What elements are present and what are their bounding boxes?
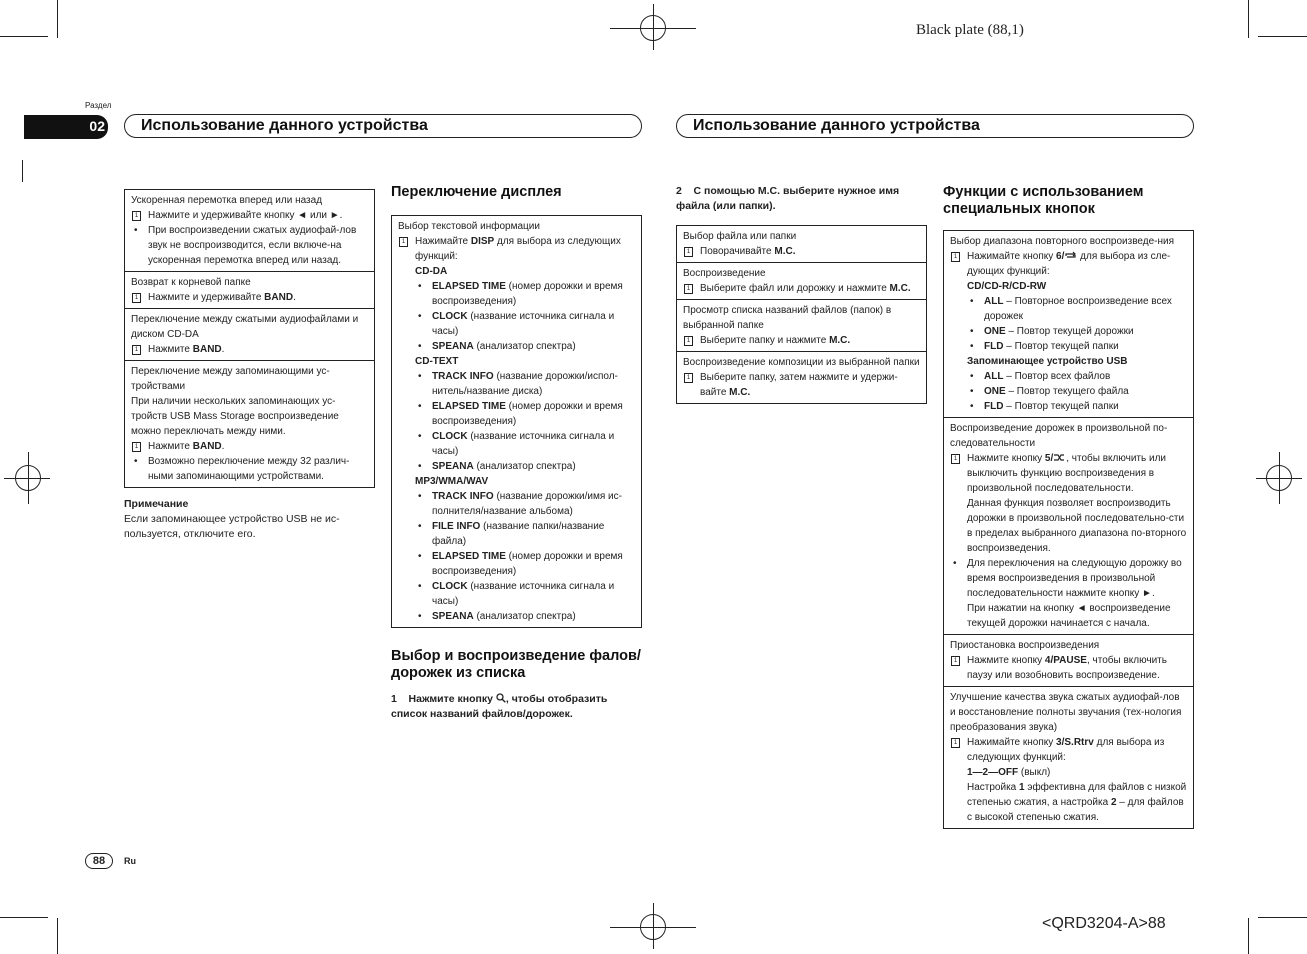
step-item: 1 Выберите папку и нажмите M.C. <box>683 333 920 348</box>
table-cell <box>392 216 641 627</box>
crop-mark <box>57 0 58 38</box>
info-table-mc <box>676 225 927 404</box>
info-table-display <box>391 215 642 628</box>
bullet-item: • Возможно переключение между 32 различ-ными запоминающими устройствами. <box>131 454 368 484</box>
crop-mark <box>22 160 23 182</box>
section-number: 02 <box>89 118 105 134</box>
step-item: 1 Нажмите BAND. <box>131 439 368 454</box>
cell-title: Улучшение качества звука сжатых аудиофай-лов и восстановление полноты звучания (тех-нология преобразования звука) <box>950 692 1182 733</box>
function-groups <box>398 264 635 624</box>
group-heading: CD/CD-R/CD-RW <box>967 281 1047 292</box>
step-item: 1 Нажмите и удерживайте BAND. <box>131 290 368 305</box>
table-cell <box>125 190 374 272</box>
list-item: • ELAPSED TIME (номер дорожки и время воспроизведения) <box>398 399 635 429</box>
list-item: • CLOCK (название источника сигнала и часы) <box>398 579 635 609</box>
cell-title: Возврат к корневой папке <box>131 277 251 288</box>
note-title: Примечание <box>124 498 189 510</box>
table-cell-srtrv <box>944 687 1193 828</box>
heading-special-buttons: Функции с использованием специальных кнопок <box>943 184 1144 217</box>
group-heading: CD-TEXT <box>415 356 459 367</box>
step-item: 1 Нажимайте кнопку 3/S.Rtrv для выбора из следующих функций: <box>950 735 1187 765</box>
group-heading: Запоминающее устройство USB <box>967 356 1128 367</box>
list-item: • SPEANA (анализатор спектра) <box>398 459 635 474</box>
info-table-buttons <box>943 230 1194 829</box>
cell-title: Воспроизведение дорожек в произвольной по-следовательности <box>950 423 1168 449</box>
table-cell <box>677 352 926 403</box>
column-2 <box>391 184 642 722</box>
srtrv-options: 1—2—OFF (выкл) <box>967 767 1051 778</box>
header-left: Использование данного устройства <box>124 114 642 138</box>
list-item: • ELAPSED TIME (номер дорожки и время воспроизведения) <box>398 279 635 309</box>
note-text: Если запоминающее устройство USB не ис-пользуется, отключите его. <box>124 513 340 540</box>
section-label: Раздел <box>85 101 112 110</box>
cell-title: Выбор файла или папки <box>683 231 797 242</box>
list-item: • SPEANA (анализатор спектра) <box>398 609 635 624</box>
info-table-1 <box>124 189 375 488</box>
list-item: • ELAPSED TIME (номер дорожки и время воспроизведения) <box>398 549 635 579</box>
step-2: 2 С помощью M.C. выберите нужное имя файла (или папки). <box>676 185 900 212</box>
crop-mark <box>1258 36 1307 37</box>
cell-title: Переключение между сжатыми аудиофайлами и диском CD-DA <box>131 314 359 340</box>
step-extra: Данная функция позволяет воспроизводить дорожки в произвольной последовательно-сти в пределах выбранного диапазона по-вторного воспроизведения. <box>967 498 1187 554</box>
cell-title: Воспроизведение <box>683 268 766 279</box>
cell-title: Ускоренная перемотка вперед или назад <box>131 195 323 206</box>
step-item: 1 Выберите файл или дорожку и нажмите M.C. <box>683 281 920 296</box>
table-cell-repeat <box>944 231 1193 418</box>
page-number: 88 <box>85 853 113 869</box>
step-item: 1 Нажимайте DISP для выбора из следующих функций: <box>398 234 635 264</box>
cell-title: Воспроизведение композиции из выбранной папки <box>683 357 920 368</box>
list-item: • TRACK INFO (название дорожки/имя ис-полнителя/название альбома) <box>398 489 635 519</box>
step-1: 1 Нажмите кнопку , чтобы отобразить список названий файлов/дорожек. <box>391 693 608 720</box>
table-cell <box>125 361 374 487</box>
crop-mark <box>57 918 58 954</box>
shuffle-icon <box>1053 453 1066 462</box>
list-item: • CLOCK (название источника сигнала и часы) <box>398 429 635 459</box>
step-item: 1 Нажмите и удерживайте кнопку ◄ или ►. <box>131 208 368 223</box>
list-item: • ONE – Повтор текущего файла <box>950 384 1187 399</box>
table-cell <box>677 226 926 263</box>
step-item: 1 Нажмите кнопку 4/PAUSE, чтобы включить паузу или возобновить воспроизведение. <box>950 653 1187 683</box>
footer-code: <QRD3204-A>88 <box>1042 915 1166 932</box>
group-heading: MP3/WMA/WAV <box>415 476 489 487</box>
search-icon <box>496 693 506 703</box>
header-right: Использование данного устройства <box>676 114 1194 138</box>
crop-mark <box>0 36 48 37</box>
cell-title: Приостановка воспроизведения <box>950 640 1100 651</box>
list-item: • FLD – Повтор текущей папки <box>950 339 1187 354</box>
list-item: • ALL – Повторное воспроизведение всех дорожек <box>950 294 1187 324</box>
heading-select-play: Выбор и воспроизведение фалов/дорожек из списка <box>391 648 641 681</box>
repeat-icon <box>1064 251 1077 260</box>
list-item: • FLD – Повтор текущей папки <box>950 399 1187 414</box>
crop-mark <box>1248 0 1249 38</box>
bullet-item: • При воспроизведении сжатых аудиофай-лов звук не воспроизводится, если включе-на ускоренная перемотка вперед или назад. <box>131 223 368 268</box>
list-item: • FILE INFO (название папки/название файла) <box>398 519 635 549</box>
list-item: • TRACK INFO (название дорожки/испол-нитель/название диска) <box>398 369 635 399</box>
heading-display-switch: Переключение дисплея <box>391 184 562 200</box>
list-item: • CLOCK (название источника сигнала и часы) <box>398 309 635 339</box>
cell-title: Просмотр списка названий файлов (папок) в выбранной папке <box>683 305 892 331</box>
section-number-badge <box>24 115 108 139</box>
table-cell-random <box>944 418 1193 635</box>
crop-mark <box>1248 918 1249 954</box>
bullet-extra: При нажатии на кнопку ◄ воспроизведение текущей дорожки начинается с начала. <box>967 603 1171 629</box>
cell-title: Выбор текстовой информации <box>398 221 540 232</box>
column-1 <box>124 189 375 542</box>
list-item: • ONE – Повтор текущей дорожки <box>950 324 1187 339</box>
step-item: 1 Нажмите кнопку 5/ , чтобы включить или выключить функцию воспроизведения в произвольной последовательности. <box>950 451 1187 496</box>
step-item: 1 Поворачивайте M.C. <box>683 244 920 259</box>
bullet-item: • Для переключения на следующую дорожку во время воспроизведения в произвольной последовательности нажмите кнопку ►. <box>950 556 1187 601</box>
table-cell <box>677 263 926 300</box>
language-code: Ru <box>124 856 136 866</box>
cell-title: Переключение между запоминающими ус-тройствами <box>131 366 330 392</box>
list-item: • ALL – Повтор всех файлов <box>950 369 1187 384</box>
step-item: 1 Выберите папку, затем нажмите и удержи-вайте M.C. <box>683 370 920 400</box>
table-cell <box>125 272 374 309</box>
step-item: 1 Нажмите BAND. <box>131 342 368 357</box>
table-cell <box>125 309 374 361</box>
crop-mark <box>1258 917 1307 918</box>
group-heading: CD-DA <box>415 266 448 277</box>
table-cell <box>677 300 926 352</box>
crop-mark <box>0 917 48 918</box>
repeat-groups <box>950 279 1187 414</box>
srtrv-note: Настройка 1 эффективна для файлов с низкой степенью сжатия, а настройка 2 – для файлов с высокой степенью сжатия. <box>967 782 1187 823</box>
cell-title: Выбор диапазона повторного воспроизведе-ния <box>950 236 1175 247</box>
column-3 <box>676 184 927 404</box>
plate-label: Black plate (88,1) <box>916 22 1024 38</box>
column-4 <box>943 184 1194 829</box>
step-item: 1 Нажимайте кнопку 6/ для выбора из сле-дующих функций: <box>950 249 1187 279</box>
list-item: • SPEANA (анализатор спектра) <box>398 339 635 354</box>
table-cell-pause <box>944 635 1193 687</box>
cell-text: При наличии нескольких запоминающих ус-тройств USB Mass Storage воспроизведение можно переключать между ними. <box>131 396 339 437</box>
